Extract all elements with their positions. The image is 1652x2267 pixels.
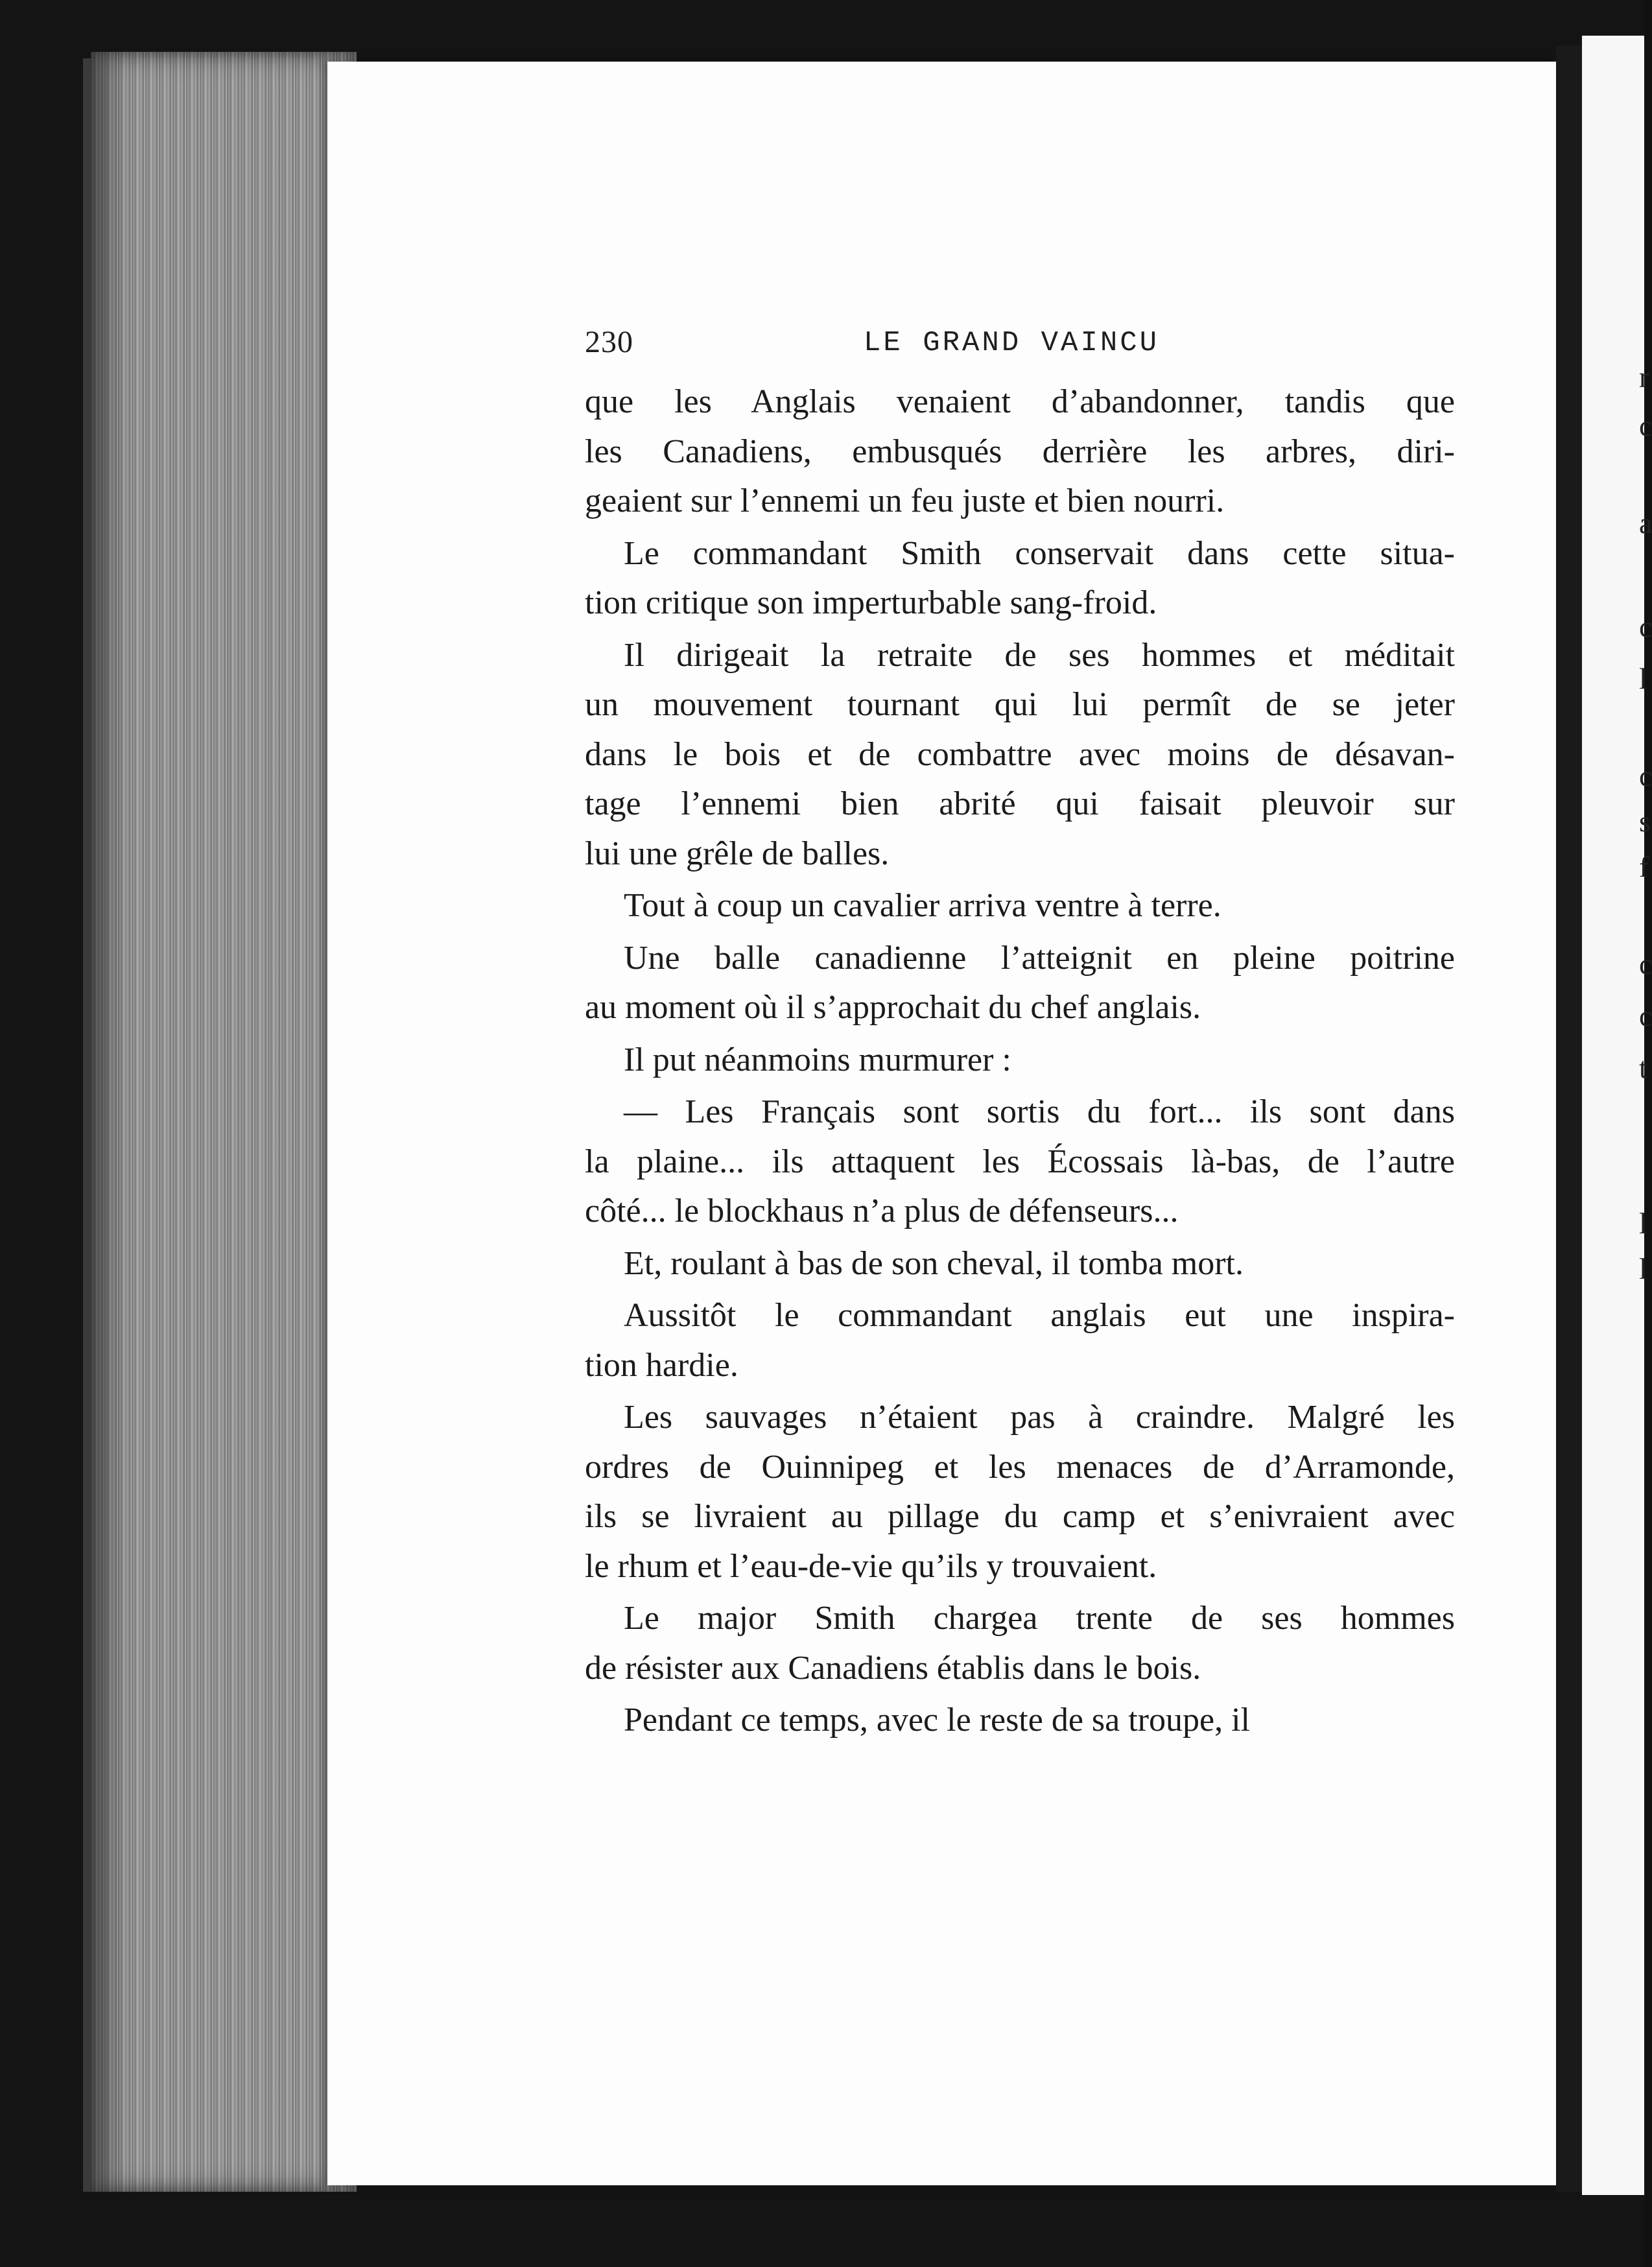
facing-page-edge: [1582, 36, 1644, 2195]
stacked-page-edges: [91, 52, 357, 2192]
text-line: tion hardie.: [585, 1346, 738, 1384]
facing-page-letter: c: [1639, 610, 1652, 643]
paragraph: [585, 1696, 1455, 1746]
text-line: les Canadiens, embusqués derrière les arbres, diri-: [585, 433, 1455, 470]
text-line: Les sauvages n’étaient pas à craindre. Malgré les: [624, 1399, 1455, 1436]
text-line: Il dirigeait la retraite de ses hommes et méditait: [624, 636, 1455, 674]
facing-page-letter: c: [1639, 999, 1652, 1032]
text-line: Le major Smith chargea trente de ses hommes: [624, 1600, 1455, 1637]
text-line: un mouvement tournant qui lui permît de se jeter: [585, 686, 1455, 723]
text-line: le rhum et l’eau-de-vie qu’ils y trouvaient.: [585, 1547, 1157, 1585]
text-line: Et, roulant à bas de son cheval, il tomba mort.: [624, 1244, 1244, 1282]
running-header: [585, 324, 1455, 370]
paragraph: [585, 934, 1455, 1033]
text-line: côté... le blockhaus n’a plus de défenseurs...: [585, 1193, 1179, 1229]
running-title: LE GRAND VAINCU: [864, 327, 1160, 359]
text-line: Il put néanmoins murmurer :: [624, 1041, 1011, 1078]
text-line: Tout à coup un cavalier arriva ventre à terre.: [624, 887, 1221, 924]
paragraph: [585, 377, 1455, 527]
facing-page-letter: c: [1639, 947, 1652, 980]
facing-page-letter: a: [1639, 506, 1652, 540]
facing-page-letter: c: [1639, 409, 1652, 442]
facing-page-letter: t: [1639, 1051, 1647, 1084]
text-line: Une balle canadienne l’atteignit en pleine poitrine: [624, 939, 1455, 977]
paragraph: [585, 1393, 1455, 1591]
paragraph: [585, 1087, 1455, 1237]
text-line: lui une grêle de balles.: [585, 835, 890, 872]
text-line: Pendant ce temps, avec le reste de sa troupe, il: [624, 1702, 1250, 1739]
page-number: 230: [585, 325, 633, 359]
paragraph: [585, 1594, 1455, 1693]
paragraph: [585, 631, 1455, 879]
text-line: tion critique son imperturbable sang-froid.: [585, 584, 1157, 621]
text-line: dans le bois et de combattre avec moins de désavan-: [585, 735, 1455, 773]
facing-page-letter: f: [1639, 850, 1649, 883]
text-line: — Les Français sont sortis du fort... ils sont dans: [624, 1093, 1455, 1130]
text-line: ordres de Ouinnipeg et les menaces de d’Arramonde,: [585, 1448, 1455, 1486]
text-line: au moment où il s’approchait du chef anglais.: [585, 989, 1201, 1026]
facing-page-letter: r: [1639, 361, 1649, 394]
paragraph: [585, 1036, 1455, 1086]
paragraph: [585, 1239, 1455, 1289]
paragraph: [585, 881, 1455, 931]
paragraph: [585, 1291, 1455, 1390]
facing-page-letter: l: [1639, 662, 1647, 695]
facing-page-letter: l: [1639, 1207, 1647, 1240]
body-text: [585, 377, 1455, 1746]
text-line: geaient sur l’ennemi un feu juste et bien nourri.: [585, 482, 1225, 519]
text-line: que les Anglais venaient d’abandonner, tandis que: [585, 383, 1455, 420]
text-line: tage l’ennemi bien abrité qui faisait pleuvoir sur: [585, 785, 1455, 822]
text-line: Le commandant Smith conservait dans cette situa-: [624, 534, 1455, 572]
text-line: Aussitôt le commandant anglais eut une inspira-: [624, 1297, 1455, 1334]
gutter: [1556, 45, 1582, 2192]
paragraph: [585, 529, 1455, 628]
facing-page-letter: s: [1639, 805, 1651, 838]
facing-page-letter: c: [1639, 759, 1652, 792]
text-line: ils se livraient au pillage du camp et s’enivraient avec: [585, 1498, 1455, 1535]
text-line: la plaine... ils attaquent les Écossais là-bas, de l’autre: [585, 1143, 1455, 1180]
text-line: de résister aux Canadiens établis dans le bois.: [585, 1649, 1201, 1687]
facing-page-letter: l: [1639, 1252, 1647, 1285]
